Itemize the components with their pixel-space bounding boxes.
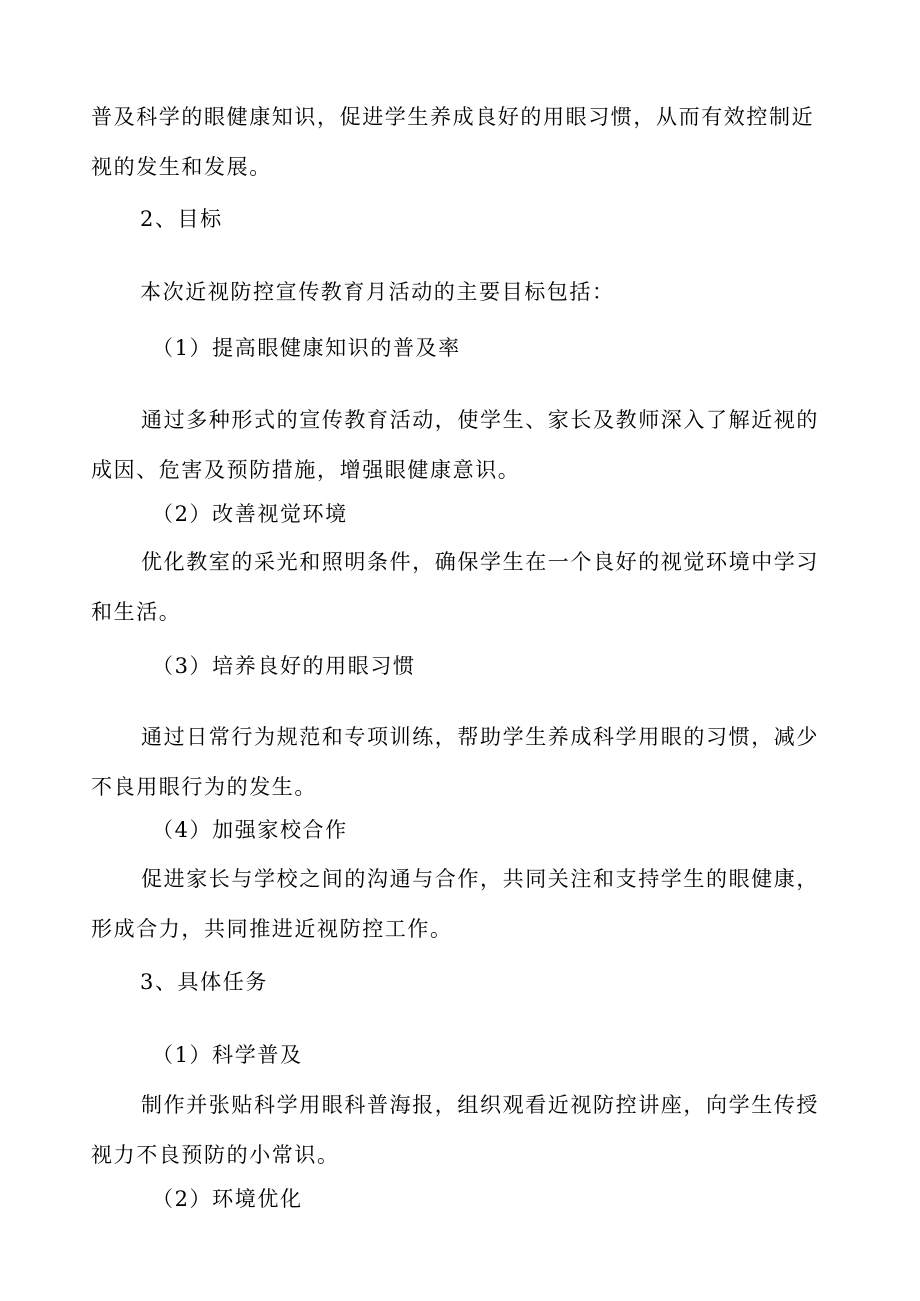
goal-4-body: 促进家长与学校之间的沟通与合作，共同关注和支持学生的眼健康，形成合力，共同推进近视防控工作。 [91, 867, 819, 941]
task-2-heading: （2）环境优化 [152, 1187, 303, 1211]
goal-4-heading: （4）加强家校合作 [152, 818, 348, 842]
section-3-heading: 3、具体任务 [140, 970, 268, 994]
goal-1-heading: （1）提高眼健康知识的普及率 [152, 336, 461, 360]
task-1-heading: （1）科学普及 [152, 1043, 303, 1067]
goal-3-heading: （3）培养良好的用眼习惯 [152, 654, 416, 678]
goal-2-body: 优化教室的采光和照明条件，确保学生在一个良好的视觉环境中学习和生活。 [91, 550, 819, 624]
section-2-heading: 2、目标 [140, 207, 223, 231]
intro-continuation-paragraph: 普及科学的眼健康知识，促进学生养成良好的用眼习惯，从而有效控制近视的发生和发展。 [91, 105, 815, 179]
task-1-body: 制作并张贴科学用眼科普海报，组织观看近视防控讲座，向学生传授视力不良预防的小常识。 [91, 1093, 819, 1167]
goals-intro-text: 本次近视防控宣传教育月活动的主要目标包括： [140, 280, 615, 304]
goal-1-body: 通过多种形式的宣传教育活动，使学生、家长及教师深入了解近视的成因、危害及预防措施，增强眼健康意识。 [91, 408, 819, 482]
goal-2-heading: （2）改善视觉环境 [152, 502, 348, 526]
goal-3-body: 通过日常行为规范和专项训练，帮助学生养成科学用眼的习惯，减少不良用眼行为的发生。 [91, 725, 819, 799]
